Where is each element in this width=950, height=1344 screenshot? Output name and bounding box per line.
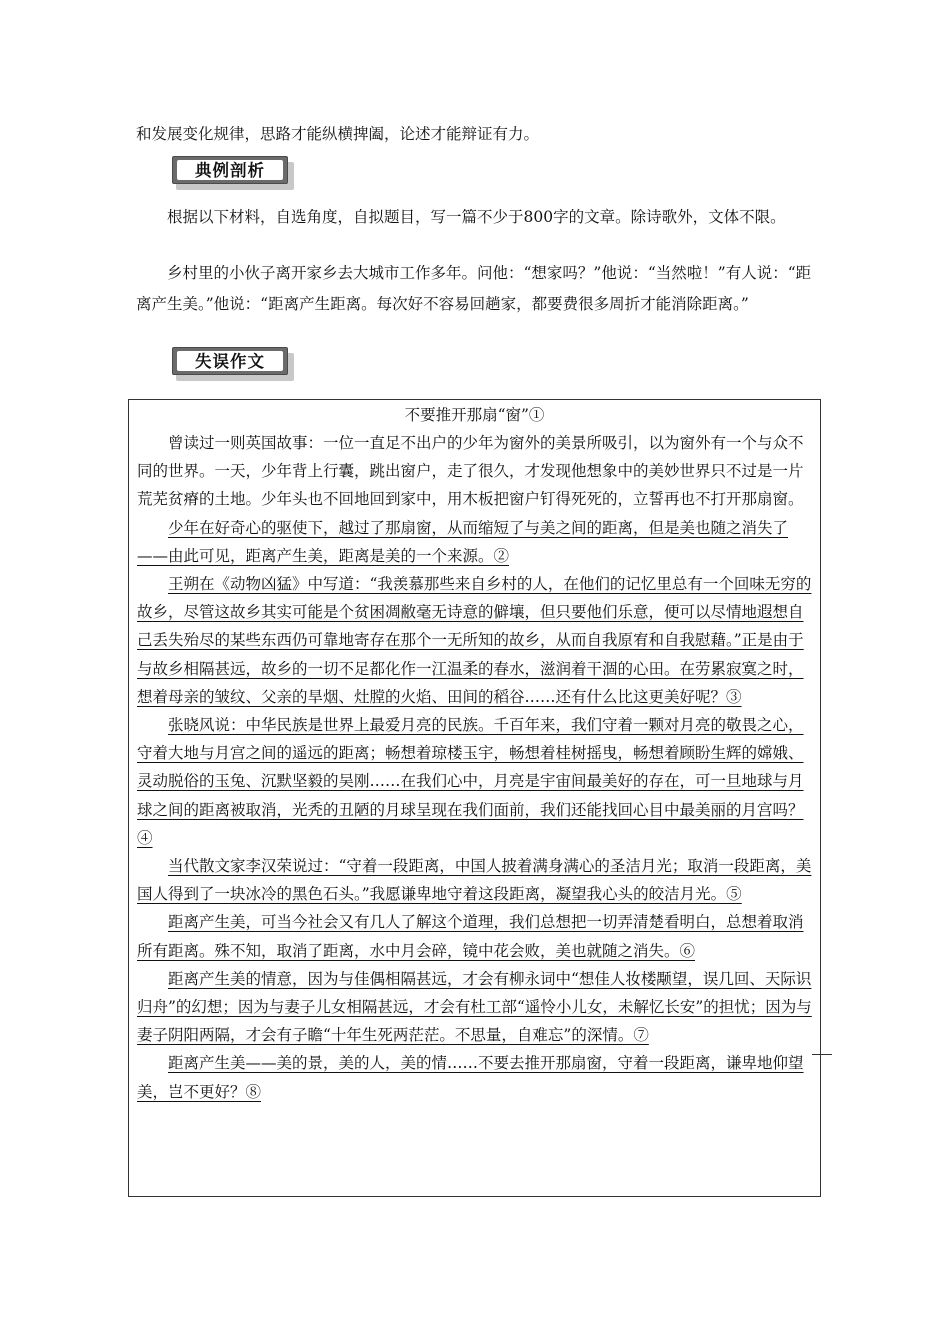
underline-overflow-mark (812, 1054, 832, 1055)
section-tag-failed-label: 失误作文 (177, 351, 283, 371)
essay-paragraph-7: 距离产生美的情意，因为与佳偶相隔甚远，才会有柳永词中“想佳人妆楼颙望，误几回、天际识归舟”的幻想；因为与妻子儿女相隔甚远，才会有杜工部“遥怜小儿女，未解忆长安”的担忧；因为与妻子阴阳两隔，才会有子瞻“十年生死两茫茫。不思量，自难忘”的深情。⑦ (137, 969, 812, 1045)
essay-paragraph-4: 张晓风说：中华民族是世界上最爱月亮的民族。千百年来，我们守着一颗对月亮的敬畏之心，守着大地与月宫之间的遥远的距离；畅想着琼楼玉宇，畅想着桂树摇曳，畅想着顾盼生辉的嫦娥、灵动脱俗的玉兔、沉默坚毅的吴刚……在我们心中，月亮是宇宙间最美好的存在，可一旦地球与月球之间的距离被取消，光秃的丑陋的月球呈现在我们面前，我们还能找回心目中最美丽的月宫吗？④ (137, 716, 804, 847)
essay-paragraph-2: 少年在好奇心的驱使下，越过了那扇窗，从而缩短了与美之间的距离，但是美也随之消失了——由此可见，距离产生美，距离是美的一个来源。② (137, 518, 789, 565)
intro-text: 和发展变化规律，思路才能纵横捭阖，论述才能辩证有力。 (136, 125, 540, 143)
essay-title: 不要推开那扇“窗”① (404, 406, 545, 424)
essay-box (128, 399, 821, 1197)
section-tag-example (172, 156, 296, 190)
essay-body (137, 429, 818, 1106)
essay-paragraph-1: 曾读过一则英国故事：一位一直足不出户的少年为窗外的美景所吸引，以为窗外有一个与众不同的世界。一天，少年背上行囊，跳出窗户，走了很久，才发现他想象中的美妙世界只不过是一片荒芜贫瘠的土地。少年头也不回地回到家中，用木板把窗户钉得死死的，立誓再也不打开那扇窗。 (137, 434, 804, 509)
source-material: 乡村里的小伙子离开家乡去大城市工作多年。问他：“想家吗？”他说：“当然啦！”有人说：“距离产生美。”他说：“距离产生距离。每次好不容易回趟家，都要费很多周折才能消除距离。” (136, 264, 812, 313)
writing-prompt: 根据以下材料，自选角度，自拟题目，写一篇不少于800字的文章。除诗歌外，文体不限。 (167, 208, 786, 226)
essay-paragraph-6: 距离产生美，可当今社会又有几人了解这个道理，我们总想把一切弄清楚看明白，总想着取消所有距离。殊不知，取消了距离，水中月会碎，镜中花会败，美也就随之消失。⑥ (137, 913, 804, 960)
essay-paragraph-3: 王朔在《动物凶猛》中写道：“我羡慕那些来自乡村的人，在他们的记忆里总有一个回味无穷的故乡，尽管这故乡其实可能是个贫困凋敝毫无诗意的僻壤，但只要他们乐意，便可以尽情地遐想自己丢失殆尽的某些东西仍可靠地寄存在那个一无所知的故乡，从而自我原宥和自我慰藉。”正是由于与故乡相隔甚远，故乡的一切不足都化作一江温柔的春水，滋润着干涸的心田。在劳累寂寞之时，想着母亲的皱纹、父亲的旱烟、灶膛的火焰、田间的稻谷……还有什么比这更美好呢？③ (137, 575, 812, 706)
essay-paragraph-8: 距离产生美——美的景，美的人，美的情……不要去推开那扇窗，守着一段距离，谦卑地仰望美，岂不更好？⑧ (137, 1054, 804, 1101)
essay-paragraph-5: 当代散文家李汉荣说过：“守着一段距离，中国人披着满身满心的圣洁月光；取消一段距离，美国人得到了一块冰冷的黑色石头。”我愿谦卑地守着这段距离，凝望我心头的皎洁月光。⑤ (137, 857, 812, 904)
section-tag-example-label: 典例剖析 (177, 160, 283, 180)
section-tag-failed (172, 347, 296, 381)
